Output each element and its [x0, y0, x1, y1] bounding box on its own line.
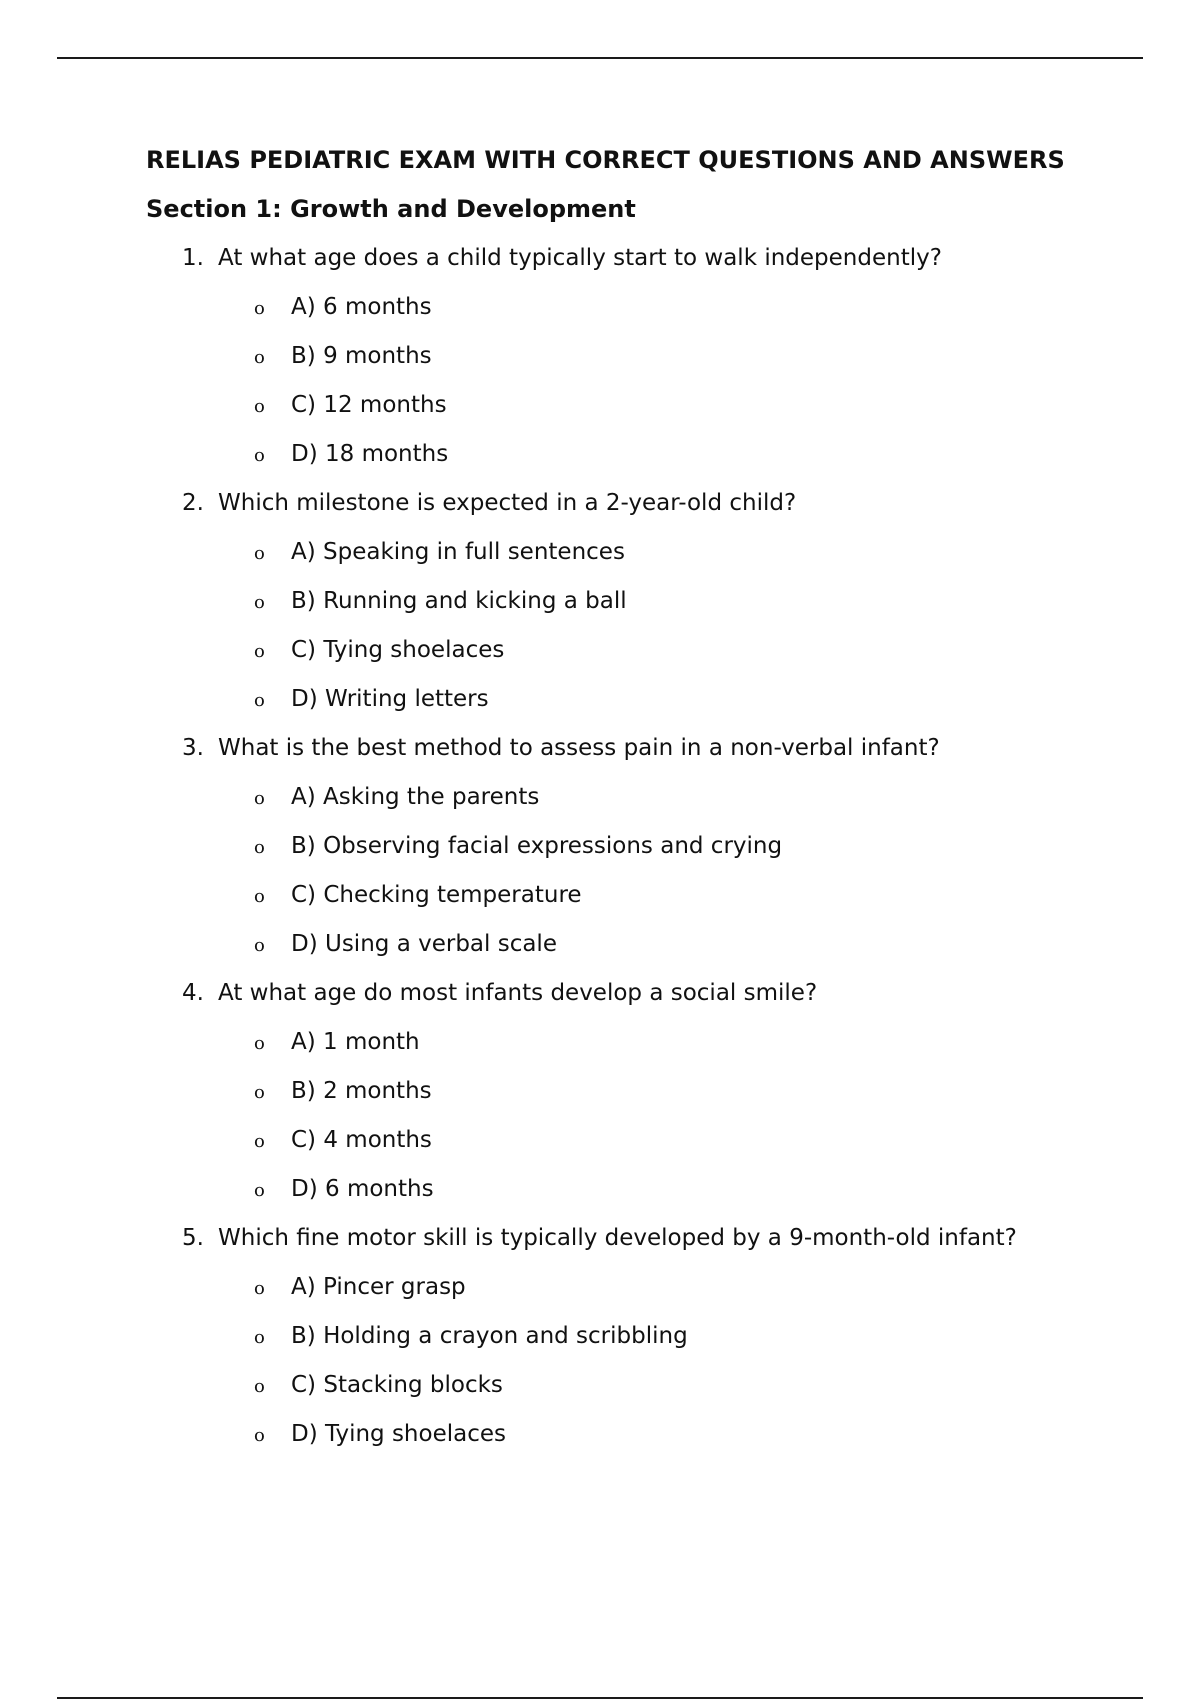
header-rule: [57, 57, 1143, 59]
question-text-line: [146, 238, 1146, 278]
option-item: [146, 1316, 1146, 1356]
question-text-line: [146, 973, 1146, 1013]
question-4: [146, 973, 1146, 1209]
bullet-icon: o: [254, 1327, 265, 1348]
option-text: B) Holding a crayon and scribbling: [291, 1323, 688, 1349]
footer-rule: [57, 1697, 1143, 1699]
bullet-icon: o: [254, 1278, 265, 1299]
option-item: [146, 1071, 1146, 1111]
bullet-icon: o: [254, 690, 265, 711]
section-title: Section 1: Growth and Development: [146, 195, 636, 223]
bullet-icon: o: [254, 396, 265, 417]
bullet-icon: o: [254, 543, 265, 564]
bullet-icon: o: [254, 347, 265, 368]
option-list: [146, 1022, 1146, 1209]
question-number: 4.: [182, 980, 204, 1006]
option-text: C) Checking temperature: [291, 882, 582, 908]
bullet-icon: o: [254, 886, 265, 907]
question-text-line: [146, 728, 1146, 768]
option-item: [146, 532, 1146, 572]
question-text-line: [146, 1218, 1146, 1258]
option-text: C) Stacking blocks: [291, 1372, 503, 1398]
question-number: 3.: [182, 735, 204, 761]
bullet-icon: o: [254, 1376, 265, 1397]
option-text: D) Using a verbal scale: [291, 931, 557, 957]
option-list: [146, 287, 1146, 474]
option-text: B) Running and kicking a ball: [291, 588, 627, 614]
option-text: C) 4 months: [291, 1127, 432, 1153]
option-text: C) 12 months: [291, 392, 447, 418]
option-text: B) Observing facial expressions and crying: [291, 833, 783, 859]
bullet-icon: o: [254, 1082, 265, 1103]
bullet-icon: o: [254, 837, 265, 858]
bullet-icon: o: [254, 1425, 265, 1446]
question-text: Which fine motor skill is typically developed by a 9-month-old infant?: [218, 1225, 1017, 1251]
bullet-icon: o: [254, 445, 265, 466]
option-item: [146, 875, 1146, 915]
bullet-icon: o: [254, 935, 265, 956]
option-text: A) Speaking in full sentences: [291, 539, 625, 565]
question-text-line: [146, 483, 1146, 523]
question-number: 1.: [182, 245, 204, 271]
option-text: D) 6 months: [291, 1176, 434, 1202]
option-item: [146, 777, 1146, 817]
option-text: D) Tying shoelaces: [291, 1421, 506, 1447]
option-item: [146, 581, 1146, 621]
option-item: [146, 1414, 1146, 1454]
option-text: D) 18 months: [291, 441, 449, 467]
option-text: C) Tying shoelaces: [291, 637, 505, 663]
option-item: [146, 336, 1146, 376]
option-item: [146, 1267, 1146, 1307]
option-list: [146, 1267, 1146, 1454]
question-text: At what age does a child typically start to walk independently?: [218, 245, 942, 271]
option-list: [146, 777, 1146, 964]
option-list: [146, 532, 1146, 719]
option-item: [146, 1022, 1146, 1062]
option-item: [146, 826, 1146, 866]
bullet-icon: o: [254, 1033, 265, 1054]
document-body: [146, 140, 1146, 1463]
option-item: [146, 1120, 1146, 1160]
question-5: [146, 1218, 1146, 1454]
option-item: [146, 679, 1146, 719]
bullet-icon: o: [254, 592, 265, 613]
option-item: [146, 434, 1146, 474]
option-text: B) 2 months: [291, 1078, 432, 1104]
question-text: What is the best method to assess pain in a non-verbal infant?: [218, 735, 940, 761]
bullet-icon: o: [254, 298, 265, 319]
option-text: A) Asking the parents: [291, 784, 540, 810]
option-text: A) Pincer grasp: [291, 1274, 466, 1300]
document-title: RELIAS PEDIATRIC EXAM WITH CORRECT QUESTIONS AND ANSWERS: [146, 146, 1065, 174]
question-text: Which milestone is expected in a 2-year-old child?: [218, 490, 797, 516]
question-2: [146, 483, 1146, 719]
bullet-icon: o: [254, 1180, 265, 1201]
option-item: [146, 287, 1146, 327]
bullet-icon: o: [254, 641, 265, 662]
question-1: [146, 238, 1146, 474]
question-number: 5.: [182, 1225, 204, 1251]
option-item: [146, 924, 1146, 964]
option-item: [146, 385, 1146, 425]
option-text: B) 9 months: [291, 343, 432, 369]
question-3: [146, 728, 1146, 964]
bullet-icon: o: [254, 788, 265, 809]
question-text: At what age do most infants develop a social smile?: [218, 980, 818, 1006]
option-text: A) 6 months: [291, 294, 432, 320]
option-item: [146, 630, 1146, 670]
option-item: [146, 1169, 1146, 1209]
question-number: 2.: [182, 490, 204, 516]
question-list: [146, 238, 1146, 1454]
option-text: A) 1 month: [291, 1029, 420, 1055]
option-item: [146, 1365, 1146, 1405]
bullet-icon: o: [254, 1131, 265, 1152]
option-text: D) Writing letters: [291, 686, 489, 712]
